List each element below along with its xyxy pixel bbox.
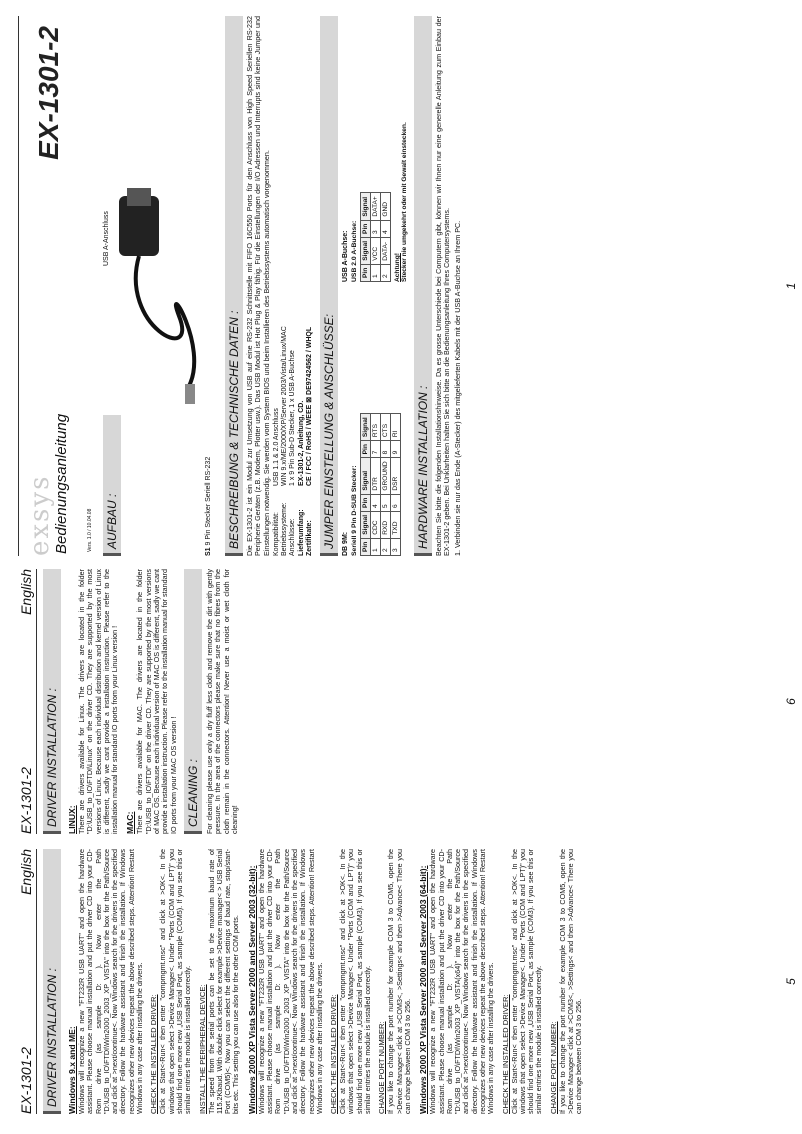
paragraph: There are drivers available for MAC. The drivers are located in the folder "D:\USB_to_IO\FTDI" on the driver CD. They are supported by the most versions of MAC OS. Because each individual version of MAC OS is different, sadly we cant provide a installation instruction. Please refer to the installation manual for standard IO ports from your MAC OS version ! (135, 569, 178, 834)
usb-title: USB 2.0 A-Buchse: (350, 220, 358, 282)
heading-mac: MAC: (125, 811, 136, 834)
paragraph: There are drivers available for Linux. The drivers are located in the folder "D:\USB_to_IO\FTDI\Linux" on the driver CD. They are supported by the most versions of Linux. Because each individual distribution and kernel version of Linux is different, sadly we cant provide a installation instruction. Please refer to the installation manual for standard IO ports from your Linux version ! (77, 569, 120, 834)
s1-caption (205, 457, 212, 556)
section-title-cleaning: CLEANING : (184, 569, 202, 834)
table-header: Signal (360, 511, 370, 538)
usb-label: USB A-Anschluss (103, 211, 110, 266)
heading-linux: LINUX: (67, 805, 77, 834)
table-cell: CTS (380, 414, 390, 441)
usb-column (342, 16, 408, 282)
spec-key: Lieferumfang: (297, 509, 305, 556)
table-cell: 3 (370, 220, 380, 237)
subheading: CHECK THE INSTALLED DRIVER: (149, 994, 159, 1114)
cover-header (18, 16, 219, 556)
table-cell: RI (390, 414, 400, 441)
table-cell: GND (380, 193, 390, 220)
table-row (390, 414, 400, 556)
spec-key: Betriebssysteme: (281, 502, 289, 556)
table-cell: 4 (370, 494, 380, 511)
table-cell: 5 (380, 494, 390, 511)
heading-win9x: Windows 9.x and ME: (67, 1026, 77, 1114)
table-cell: GROUND (380, 458, 390, 494)
spec-row (298, 16, 306, 556)
header-product: EX-1301-2 (18, 767, 34, 834)
table-header: Signal (360, 193, 370, 220)
table-cell: RTS (370, 414, 380, 441)
table-header: Signal (360, 458, 370, 494)
table-header: Pin (360, 494, 370, 511)
spec-value: WIN 9.x/ME/2000/XP/Server 2003/Vista/Linux/MAC (281, 326, 289, 486)
paragraph: For cleaning please use only a dry fluff less cloth and remove the dirt with gently pressure. In the area of the connectors please make sure that no fibres from the cloth remain in the connectors. Attention! Never use a moist or wet cloth for cleaning! (204, 569, 239, 834)
spec-list (273, 16, 314, 556)
table-header: Pin (360, 441, 370, 458)
table-cell: DATA+ (370, 193, 380, 220)
section-title: DRIVER INSTALLATION : (43, 569, 61, 834)
section-hardware: HARDWARE INSTALLATION : (414, 16, 432, 556)
product-name: EX-1301-2 (33, 26, 64, 160)
table-cell: DSR (390, 458, 400, 494)
subheading: CHECK THE INSTALLED DRIVER: (329, 994, 339, 1114)
device-photo (99, 166, 219, 406)
table-header-row (360, 193, 370, 282)
table-row (370, 193, 380, 282)
exsys-logo: exsys (25, 474, 55, 556)
spec-key: Zertifikate: (305, 520, 313, 556)
subheading: CHECK THE INSTALLED DRIVER: (500, 994, 510, 1114)
paragraph: Windows will recognize a new "FT232R USB UART" and open the hardware assistant. Please choose manual installation and put the driver CD into your CD-Rom drive (as sample D: ). Now enter the Path "D:\USB_to_IO\FTDI\Win2000_2003_XP_VISTA" into the box for the Path/Source and click at >next/continue<. Now Windows search for the drivers in the specified directory. Follow the hardware assistant and finish the installation. If Windows recognizes other new devices repeat the above described steps. Attention! Restart Windows in any case after installing the drivers. (77, 849, 145, 1114)
db9-label: DB 9M: (341, 531, 349, 556)
header-language: English (18, 849, 34, 895)
paragraph: Windows will recognize a new "FT232R USB UART" and open the hardware assistant. Please choose manual installation and put the driver CD into your CD-Rom drive (as sample D: ). Now enter the Path "D:\USB_to_IO\FTDI\Win2000_2003_XP_VISTA" into the box for the Path/Source and click at >next/continue<. Now Windows search for the drivers in the specified directory. Follow the hardware assistant and finish the installation. If Windows recognizes other new devices repeat the above described steps. Attention! Restart Windows in any case after installing the drivers. (256, 849, 324, 1114)
s1-label: S1 (205, 547, 212, 556)
table-cell: VCC (370, 237, 380, 264)
table-cell: CDC (370, 511, 380, 538)
usb-plug-shape (185, 384, 195, 404)
table-row (380, 414, 390, 556)
table-cell: 7 (370, 441, 380, 458)
spec-key: Kompatibilität: (272, 512, 280, 556)
section-beschreibung: BESCHREIBUNG & TECHNISCHE DATEN : (225, 16, 243, 556)
heading-win2000-32bit: Windows 2000 XP Vista Server 2000 and Server 2003 (32-bit): (246, 865, 257, 1114)
page-6 (18, 569, 798, 834)
table-cell: 8 (380, 441, 390, 458)
table-cell: TXD (390, 511, 400, 538)
spec-row (273, 16, 281, 556)
spec-value: 1 x 9 Pin Sub-D Stecker, 1 x USB A-Buchse (289, 350, 297, 486)
page-number: 6 (784, 698, 798, 705)
table-cell: 4 (380, 220, 390, 237)
page-1 (18, 16, 798, 556)
paragraph: Beachten Sie bitte die folgenden Installationshinweise. Da es grosse Unterschiede bei Computern gibt, können wir Ihnen nur eine generelle Anleitung zum Einbau der EX-1301-2 geben. Bei Unklarheiten halten Sie sich bitte an die Bedienungsanleitung Ihres Computersystems. (433, 16, 452, 556)
paragraph: The speed from the serial ports can be set to the maximum baud rate of 115.2Kbaud. With double click select for example >Device manager< > USB Serial Port (COM5)<. Now you can select the different settings of baud rate, stop/start-bits etc. This setting you can use also for the other COM ports. (206, 849, 241, 1114)
cable-shape (136, 256, 194, 386)
page-header (18, 569, 37, 834)
spec-value: USB 1.1 & 2.0 Anschluss (272, 408, 280, 486)
paragraph: Click at Start<-Run< then enter "compmgmt.msc" and click at >OK<. In the windows that open select >Device Manager<. Under "Ports (COM and LPT)" you should find one more new „USB Serial Port„ as sample (COM3). If you see this or similar entries the module is installed correctly. (338, 849, 373, 1114)
paragraph: If you like to change the port number for example COM 3 to COM5, open the >Device Manager< click at >COM3<, >Settings< and then >Advance< There you can change between COM 3 to 256. (557, 849, 584, 1114)
table-row (380, 193, 390, 282)
version-text: Vers. 1.0 / 10.04.08 (87, 508, 93, 552)
table-header: Pin (360, 264, 370, 281)
header-language: English (18, 569, 34, 615)
spec-key: Anschlüsse: (289, 518, 297, 556)
table-cell: 9 (390, 441, 400, 458)
table-header-row (360, 414, 370, 556)
table-cell: 2 (380, 538, 390, 555)
db9-title: Seriell 9 Pin D-SUB Stecker: (350, 465, 358, 556)
paragraph: If you like to change the port number for example COM 3 to COM5, open the >Device Manager< click at >COM3<, >Settings< and then >Advance< There you can change between COM 3 to 256. (386, 849, 412, 1114)
subheading: CHANGE PORT NUMBER: (548, 1021, 558, 1114)
db9-pin-table (360, 413, 401, 556)
paragraph: Windows will recognize a new "FT232R USB UART" and open the hardware assistant. Please choose manual installation and put the driver CD into your CD-Rom drive (as sample D: ). Now enter the Path "D:\USB_to_IO\FTDI\Win2003_XP_VISTA(x64)" into the box for the Path/Source and click at >next/continue<. Now Windows search for the drivers in the specified directory. Follow the hardware assistant and finish the installation. If Windows recognizes other new devices repeat the above described steps. Attention! Restart Windows in any case after installing the drivers. (428, 849, 496, 1114)
usb-pin-table (360, 192, 391, 282)
manual-title: Bedienungsanleitung (53, 413, 70, 554)
subheading: CHANGE PORT NUMBER: (377, 1021, 387, 1114)
spec-row (289, 16, 297, 556)
spec-row (281, 16, 289, 556)
table-header: Signal (360, 414, 370, 441)
table-cell: 1 (370, 264, 380, 281)
usb-a-label: USB A-Buchse: (341, 230, 349, 282)
db9-column (342, 290, 408, 556)
connector-tables (342, 16, 408, 556)
warning-title: Achtung! (393, 253, 401, 282)
table-cell: DATA- (380, 237, 390, 264)
step-item: 1. Verbinden sie nur das Ende (A-Stecker) des mitgelieferten Kabels mit der USB A-Buchse an Ihrem PC. (452, 220, 462, 556)
page-5 (18, 849, 798, 1114)
s1-description: 9 Pin Stecker Seriell RS-232 (205, 456, 212, 546)
spec-value: EX-1301-2, Anleitung, CD. (297, 400, 305, 486)
paragraph: Click at Start<-Run< then enter "compmgmt.msc" and click at >OK<. In the windows that open select >Device Manager<. Under "Ports (COM and LPT)" you should find one more new „USB Serial Port„ as sample (COM3). If you see this or similar entries the module is installed correctly. (509, 849, 544, 1114)
section-jumper: JUMPER EINSTELLUNG & ANSCHLÜSSE: (320, 16, 338, 556)
spec-row (306, 16, 314, 556)
table-cell: 6 (390, 494, 400, 511)
spec-value: CE / FCC / RoHS / WEEE ⊠ DE97424562 / WHQL (305, 326, 313, 486)
table-row (370, 414, 380, 556)
section-title: DRIVER INSTALLATION : (43, 849, 61, 1114)
table-cell: DTR (370, 458, 380, 494)
page-number: 1 (784, 282, 798, 290)
page-header (18, 849, 37, 1114)
paragraph: Click at Start<-Run< then enter "compmgmt.msc" and click at >OK<. In the windows that open select >Device Manager<. Under "Ports (COM and LPT)" you should find one more new „USB Serial Port„ as sample (COM5). If you see this or similar entries the module is installed correctly. (158, 849, 193, 1114)
table-header: Signal (360, 237, 370, 264)
subheading: INSTALL THE PERIPHERAL DEVICE: (197, 984, 207, 1114)
table-header: Pin (360, 220, 370, 237)
section-aufbau: AUFBAU : (103, 415, 121, 556)
table-cell: 1 (370, 538, 380, 555)
page-number: 5 (784, 978, 798, 985)
db9-connector-shape (127, 188, 151, 206)
table-header: Pin (360, 538, 370, 555)
paragraph: Die EX-1301-2 ist ein Modul zur Umsetzung von USB auf eine RS-232 Schnittstelle mit FIFO 16C550 Ports für den Anschluss von High Speed Seriellen RS-232 Peripherie Geräten (z.B. Modem, Plotter usw.). Das USB Modul ist Hot Plug & Play fähig. Für die Einstellungen der I/O Adressen und Interrupts sind keine Jumper und Einstellungen notwendig. Sie werden vom System BIOS und beim Installieren des Betriebssystems automatisch vorgenommen. (245, 16, 271, 556)
warning-text: Stecker nie umgekehrt oder mit Gewalt einstecken. (400, 122, 408, 282)
table-cell: RXD (380, 511, 390, 538)
heading-win2000-64bit: Windows 2000 XP Vista Server 2000 and Server 2003 (64-bit): (418, 865, 429, 1114)
header-product: EX-1301-2 (18, 1047, 34, 1114)
table-cell: 3 (390, 538, 400, 555)
table-cell: 2 (380, 264, 390, 281)
warning-note (394, 16, 408, 282)
